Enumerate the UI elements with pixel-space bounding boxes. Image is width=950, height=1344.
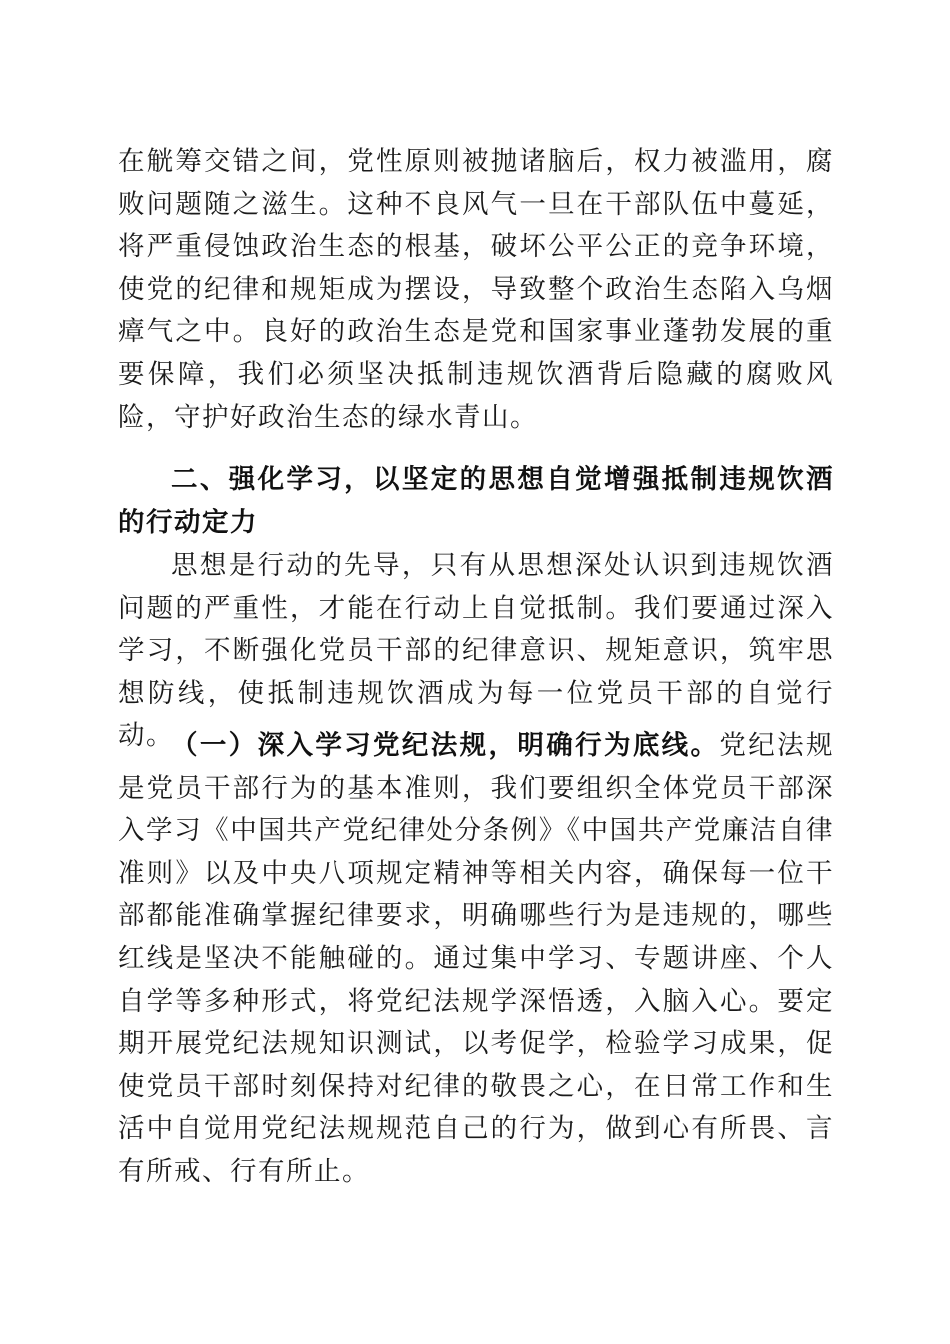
paragraph-2: 思想是行动的先导，只有从思想深处认识到违规饮酒问题的严重性，才能在行动上自觉抵制。我们要通过深入学习，不断强化党员干部的纪律意识、规矩意识，筑牢思想防线，使抵制违规饮酒成为每一位党员干部的自觉行动。 — [118, 550, 834, 752]
subsection-heading-1: （一）深入学习党纪法规，明确行为底线。 — [171, 730, 720, 761]
paragraph-1-block — [118, 141, 834, 439]
section-heading-2: 二、强化学习，以坚定的思想自觉增强抵制违规饮酒的行动定力 — [118, 464, 834, 538]
paragraph-3-block — [118, 725, 834, 1194]
paragraph-3 — [118, 725, 834, 1194]
section-heading-block — [118, 459, 834, 544]
paragraph-3-body: 党纪法规是党员干部行为的基本准则，我们要组织全体党员干部深入学习《中国共产党纪律处分条例》《中国共产党廉洁自律准则》以及中央八项规定精神等相关内容，确保每一位干部都能准确掌握纪律要求，明确哪些行为是违规的，哪些红线是坚决不能触碰的。通过集中学习、专题讲座、个人自学等多种形式，将党纪法规学深悟透，入脑入心。要定期开展党纪法规知识测试，以考促学，检验学习成果，促使党员干部时刻保持对纪律的敬畏之心，在日常工作和生活中自觉用党纪法规规范自己的行为，做到心有所畏、言有所戒、行有所止。 — [118, 730, 835, 1187]
paragraph-1: 在觥筹交错之间，党性原则被抛诸脑后，权力被滥用，腐败问题随之滋生。这种不良风气一旦在干部队伍中蔓延，将严重侵蚀政治生态的根基，破坏公平公正的竞争环境，使党的纪律和规矩成为摆设，导致整个政治生态陷入乌烟瘴气之中。良好的政治生态是党和国家事业蓬勃发展的重要保障，我们必须坚决抵制违规饮酒背后隐藏的腐败风险，守护好政治生态的绿水青山。 — [118, 146, 834, 433]
